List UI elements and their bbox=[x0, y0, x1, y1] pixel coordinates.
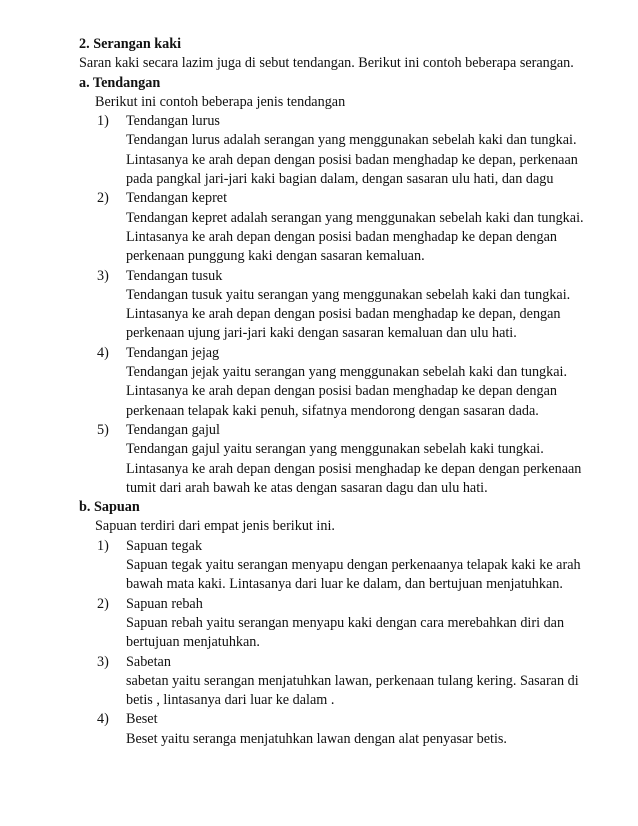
list-item bbox=[95, 421, 599, 498]
body-line: perkenaan ujung jari-jari kaki dengan sasaran kemaluan dan ulu hati. bbox=[126, 325, 517, 342]
body-line: bertujuan menjatuhkan. bbox=[126, 634, 260, 651]
list-item-number: 4) bbox=[97, 344, 109, 361]
body-line: tumit dari arah bawah ke atas dengan sasaran dagu dan ulu hati. bbox=[126, 479, 488, 496]
body-line: Tendangan kepret adalah serangan yang menggunakan sebelah kaki dan tungkai. bbox=[126, 209, 584, 226]
body-line: pada pangkal jari-jari kaki bagian dalam, dengan sasaran ulu hati, dan dagu bbox=[126, 171, 554, 188]
list-item bbox=[95, 112, 599, 189]
list-item-body bbox=[95, 286, 599, 344]
tendangan-list bbox=[79, 112, 599, 498]
section-heading: 2. Serangan kaki bbox=[79, 36, 182, 52]
list-item-title: Tendangan kepret bbox=[126, 190, 228, 207]
list-item bbox=[95, 344, 599, 421]
list-item-title: Tendangan gajul bbox=[126, 421, 220, 438]
list-item-title: Sabetan bbox=[126, 653, 171, 670]
tendangan-intro: Berikut ini contoh beberapa jenis tendangan bbox=[95, 93, 346, 110]
list-item-title: Sapuan tegak bbox=[126, 537, 203, 554]
body-line: Lintasanya ke arah depan dengan posisi badan menghadap ke depan dengan bbox=[126, 383, 557, 400]
list-item-body bbox=[95, 672, 599, 711]
body-line: bawah mata kaki. Lintasanya dari luar ke dalam, dan bertujuan menjatuhkan. bbox=[126, 576, 563, 593]
sapuan-list bbox=[79, 537, 599, 749]
list-item-number: 3) bbox=[97, 267, 109, 284]
body-line: Tendangan tusuk yaitu serangan yang menggunakan sebelah kaki dan tungkai. bbox=[126, 286, 571, 303]
list-item-body bbox=[95, 131, 599, 189]
list-item-body bbox=[95, 363, 599, 421]
document-content bbox=[79, 35, 599, 749]
tendangan-heading: a. Tendangan bbox=[79, 74, 161, 91]
body-line: Sapuan rebah yaitu serangan menyapu kaki dengan cara merebahkan diri dan bbox=[126, 614, 565, 631]
list-item bbox=[95, 267, 599, 344]
list-item-number: 3) bbox=[97, 653, 109, 670]
list-item-number: 2) bbox=[97, 595, 109, 612]
list-item-head bbox=[95, 710, 599, 729]
list-item-title: Tendangan jejag bbox=[126, 344, 220, 361]
list-item bbox=[95, 710, 599, 749]
list-item bbox=[95, 537, 599, 595]
list-item-title: Tendangan tusuk bbox=[126, 267, 223, 284]
body-line: Tendangan gajul yaitu serangan yang menggunakan sebelah kaki tungkai. bbox=[126, 441, 544, 458]
list-item bbox=[95, 189, 599, 266]
list-item-head bbox=[95, 537, 599, 556]
list-item bbox=[95, 653, 599, 711]
list-item-body bbox=[95, 730, 599, 749]
list-item-body bbox=[95, 440, 599, 498]
list-item-head bbox=[95, 267, 599, 286]
list-item-head bbox=[95, 189, 599, 208]
list-item-body bbox=[95, 209, 599, 267]
body-line: Beset yaitu seranga menjatuhkan lawan dengan alat penyasar betis. bbox=[126, 730, 507, 747]
sapuan-intro: Sapuan terdiri dari empat jenis berikut ini. bbox=[95, 518, 335, 535]
list-item-body bbox=[95, 556, 599, 595]
body-line: perkenaan telapak kaki penuh, sifatnya mendorong dengan sasaran dada. bbox=[126, 402, 539, 419]
list-item-title: Tendangan lurus bbox=[126, 113, 220, 130]
section-intro: Saran kaki secara lazim juga di sebut tendangan. Berikut ini contoh beberapa serangan. bbox=[79, 55, 574, 72]
body-line: Lintasanya ke arah depan dengan posisi badan menghadap ke depan, dengan bbox=[126, 306, 561, 323]
body-line: betis , lintasanya dari luar ke dalam . bbox=[126, 692, 335, 709]
list-item bbox=[95, 595, 599, 653]
list-item-number: 2) bbox=[97, 190, 109, 207]
body-line: Sapuan tegak yaitu serangan menyapu dengan perkenaanya telapak kaki ke arah bbox=[126, 557, 581, 574]
body-line: Tendangan lurus adalah serangan yang menggunakan sebelah kaki dan tungkai. bbox=[126, 132, 577, 149]
list-item-head bbox=[95, 344, 599, 363]
sapuan-heading: b. Sapuan bbox=[79, 499, 140, 516]
body-line: Lintasanya ke arah depan dengan posisi badan menghadap ke depan, perkenaan bbox=[126, 151, 578, 168]
list-item-title: Sapuan rebah bbox=[126, 595, 203, 612]
list-item-head bbox=[95, 653, 599, 672]
list-item-body bbox=[95, 614, 599, 653]
list-item-head bbox=[95, 421, 599, 440]
body-line: Lintasanya ke arah depan dengan posisi menghadap ke depan dengan perkenaan bbox=[126, 460, 582, 477]
list-item-number: 4) bbox=[97, 711, 109, 728]
list-item-title: Beset bbox=[126, 711, 158, 728]
body-line: Tendangan jejak yaitu serangan yang menggunakan sebelah kaki dan tungkai. bbox=[126, 364, 568, 381]
body-line: Lintasanya ke arah depan dengan posisi badan menghadap ke depan dengan bbox=[126, 228, 557, 245]
list-item-head bbox=[95, 112, 599, 131]
body-line: perkenaan punggung kaki dengan sasaran kemaluan. bbox=[126, 248, 425, 265]
body-line: sabetan yaitu serangan menjatuhkan lawan, perkenaan tulang kering. Sasaran di bbox=[126, 672, 579, 689]
list-item-head bbox=[95, 595, 599, 614]
list-item-number: 1) bbox=[97, 113, 109, 130]
list-item-number: 5) bbox=[97, 421, 109, 438]
list-item-number: 1) bbox=[97, 537, 109, 554]
